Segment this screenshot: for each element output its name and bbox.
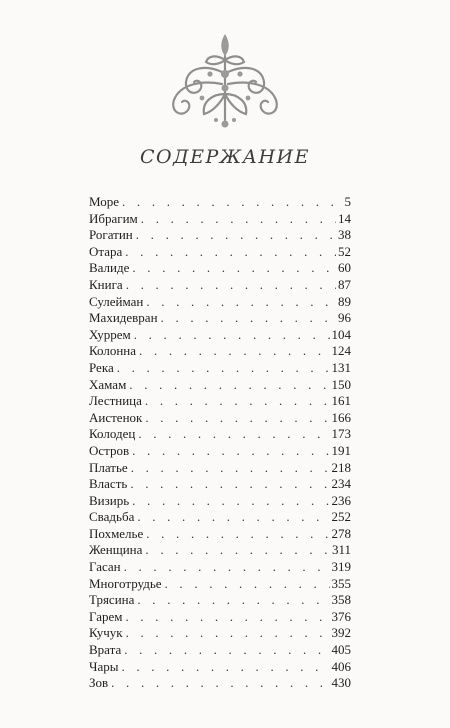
toc-entry (89, 559, 351, 576)
toc-entry-page-number: 358 (331, 592, 351, 608)
toc-leader-dots (145, 410, 329, 427)
toc-leader-dots (126, 625, 330, 642)
toc-entry-page-number: 52 (338, 243, 351, 259)
toc-leader-dots (132, 260, 336, 277)
toc-leader-dots (146, 294, 336, 311)
toc-entry-page-number: 406 (331, 658, 351, 674)
toc-entry-page-number: 236 (331, 492, 351, 508)
toc-leader-dots (137, 509, 329, 526)
toc-entry-title: Визирь (89, 492, 130, 508)
toc-entry-page-number: 355 (331, 575, 351, 591)
toc-entry-page-number: 14 (338, 210, 351, 226)
toc-leader-dots (121, 659, 329, 676)
toc-entry-page-number: 252 (331, 509, 351, 525)
toc-leader-dots (138, 426, 329, 443)
toc-entry-title: Ибрагим (89, 210, 138, 226)
toc-leader-dots (131, 460, 330, 477)
toc-entry (89, 642, 351, 659)
toc-entry-title: Женщина (89, 542, 143, 558)
toc-entry-title: Сулейман (89, 293, 144, 309)
toc-entry-title: Многотрудье (89, 575, 162, 591)
toc-entry-page-number: 104 (331, 326, 351, 342)
damask-flourish-ornament-icon (162, 28, 288, 132)
toc-leader-dots (139, 343, 329, 360)
toc-entry (89, 542, 351, 559)
toc-entry (89, 260, 351, 277)
toc-entry-title: Власть (89, 476, 128, 492)
toc-entry-title: Хуррем (89, 326, 131, 342)
toc-leader-dots (129, 377, 329, 394)
toc-leader-dots (141, 211, 336, 228)
toc-entry-title: Рогатин (89, 227, 133, 243)
toc-entry-page-number: 60 (338, 260, 351, 276)
toc-entry-page-number: 234 (331, 476, 351, 492)
toc-leader-dots (145, 393, 330, 410)
toc-entry (89, 377, 351, 394)
toc-entry (89, 675, 351, 692)
toc-entry-title: Остров (89, 442, 130, 458)
toc-entry (89, 211, 351, 228)
toc-entry (89, 194, 351, 211)
toc-entry-title: Гасан (89, 559, 121, 575)
toc-entry (89, 244, 351, 261)
toc-leader-dots (132, 443, 329, 460)
toc-entry-page-number: 173 (331, 426, 351, 442)
toc-entry-page-number: 150 (331, 376, 351, 392)
toc-entry (89, 227, 351, 244)
toc-entry-page-number: 319 (331, 559, 351, 575)
toc-entry (89, 592, 351, 609)
toc-entry-page-number: 131 (331, 359, 351, 375)
toc-leader-dots (165, 576, 330, 593)
toc-entry-title: Отара (89, 243, 123, 259)
toc-entry-page-number: 161 (331, 393, 351, 409)
toc-entry-title: Кучук (89, 625, 123, 641)
toc-leader-dots (130, 476, 329, 493)
toc-entry (89, 426, 351, 443)
toc-entry (89, 526, 351, 543)
toc-entry-title: Колодец (89, 426, 136, 442)
toc-entry-page-number: 166 (331, 409, 351, 425)
toc-entry (89, 310, 351, 327)
toc-entry-title: Река (89, 359, 114, 375)
toc-leader-dots (146, 526, 329, 543)
toc-entry-page-number: 5 (344, 194, 351, 209)
toc-entry (89, 476, 351, 493)
toc-entry-title: Гарем (89, 608, 123, 624)
toc-entry-title: Аистенок (89, 409, 143, 425)
toc-entry-title: Зов (89, 675, 109, 691)
toc-leader-dots (161, 310, 336, 327)
toc-entry-title: Махидевран (89, 310, 158, 326)
toc-leader-dots (126, 277, 336, 294)
toc-entry-title: Трясина (89, 592, 135, 608)
toc-entry-title: Валиде (89, 260, 130, 276)
toc-entry-page-number: 311 (331, 542, 351, 558)
toc-entry-page-number: 191 (331, 442, 351, 458)
toc-entry (89, 576, 351, 593)
toc-entry-title: Чары (89, 658, 119, 674)
toc-entry-page-number: 124 (331, 343, 351, 359)
toc-entry-title: Море (89, 194, 120, 209)
toc-entry-title: Похмелье (89, 525, 144, 541)
toc-entry-title: Хамам (89, 376, 127, 392)
toc-leader-dots (136, 227, 336, 244)
toc-entry-page-number: 38 (338, 227, 351, 243)
toc-entry (89, 443, 351, 460)
toc-entry (89, 625, 351, 642)
toc-entry-page-number: 376 (331, 608, 351, 624)
toc-entry-title: Книга (89, 276, 123, 292)
toc-leader-dots (137, 592, 329, 609)
toc-entry (89, 609, 351, 626)
toc-leader-dots (125, 244, 336, 261)
toc-entry (89, 509, 351, 526)
toc-leader-dots (132, 493, 329, 510)
toc-leader-dots (122, 194, 342, 211)
toc-entry (89, 493, 351, 510)
toc-leader-dots (134, 327, 330, 344)
toc-entry-title: Врата (89, 642, 122, 658)
toc-leader-dots (117, 360, 330, 377)
toc-entry-page-number: 96 (338, 310, 351, 326)
page-title: СОДЕРЖАНИЕ (140, 146, 310, 168)
toc-entry-title: Свадьба (89, 509, 135, 525)
toc-entry (89, 460, 351, 477)
toc-entry-page-number: 87 (338, 276, 351, 292)
toc-leader-dots (125, 609, 329, 626)
toc-entry (89, 327, 351, 344)
toc-leader-dots (124, 642, 329, 659)
toc-leader-dots (124, 559, 330, 576)
toc-entry (89, 410, 351, 427)
toc-entry-page-number: 405 (331, 642, 351, 658)
toc-entry (89, 294, 351, 311)
toc-entry-page-number: 392 (331, 625, 351, 641)
toc-entry-title: Платье (89, 459, 128, 475)
toc-entry-page-number: 89 (338, 293, 351, 309)
toc-entry-page-number: 278 (331, 525, 351, 541)
toc-entry-page-number: 218 (331, 459, 351, 475)
toc-entry-title: Колонна (89, 343, 137, 359)
toc-leader-dots (111, 675, 329, 692)
table-of-contents (89, 194, 351, 692)
toc-entry-page-number: 430 (331, 675, 351, 691)
toc-entry (89, 393, 351, 410)
toc-entry (89, 277, 351, 294)
toc-entry (89, 659, 351, 676)
toc-leader-dots (145, 542, 330, 559)
toc-entry-title: Лестница (89, 393, 142, 409)
toc-entry (89, 360, 351, 377)
toc-entry (89, 343, 351, 360)
